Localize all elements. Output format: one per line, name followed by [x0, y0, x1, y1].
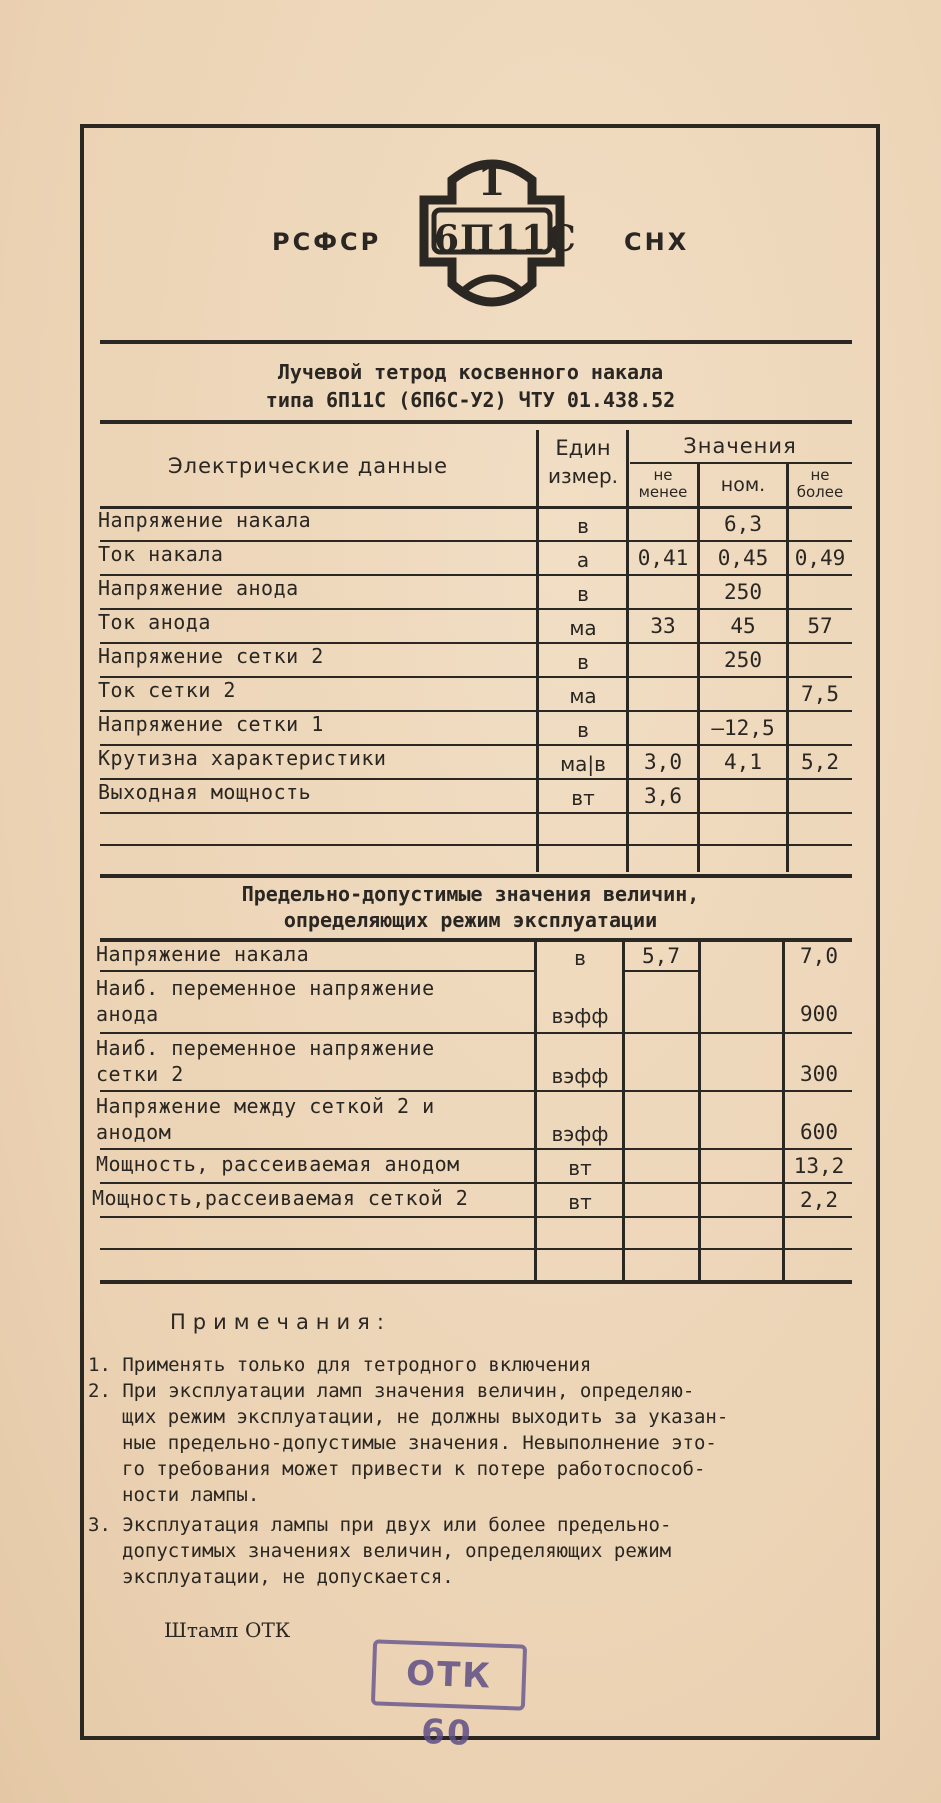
row-unit: а [576, 548, 590, 572]
title-line-2: типа 6П11С (6П6С-У2) ЧТУ 01.438.52 [265, 388, 676, 412]
row-param: Ток накала [98, 542, 224, 566]
row-unit: ма|в [560, 752, 606, 776]
title-line-1: Лучевой тетрод косвенного накала [277, 360, 664, 384]
table1-col-nom: ном. [720, 474, 766, 496]
row-min: 33 [650, 614, 676, 638]
row-unit: вт [568, 1190, 592, 1214]
otk-stamp: ОТК 60 [371, 1639, 527, 1710]
row-param: Наиб. переменное напряжение [96, 976, 435, 1000]
row-unit: вэфф [551, 1004, 609, 1028]
row-param: Напряжение анода [98, 576, 299, 600]
row-max: 7,0 [800, 944, 838, 968]
note-2-line-5: ности лампы. [122, 1484, 260, 1506]
table1-col-min-2: менее [638, 483, 688, 501]
row-param: Напряжение между сеткой 2 и [96, 1094, 435, 1118]
row-nom: 0,45 [717, 546, 769, 570]
row-param: Крутизна характеристики [98, 746, 387, 770]
row-unit: вэфф [551, 1122, 609, 1146]
row-nom: 45 [730, 614, 756, 638]
row-unit: вт [568, 1156, 592, 1180]
table1-col-unit-2: измер. [547, 464, 619, 488]
row-unit: вэфф [551, 1064, 609, 1088]
row-unit: в [574, 946, 586, 970]
note-2-line-4: го требования может привести к потере работоспособ- [122, 1458, 706, 1480]
row-max: 13,2 [793, 1154, 845, 1178]
row-max: 300 [800, 1062, 838, 1086]
stamp-label: Штамп ОТК [164, 1618, 291, 1642]
notes-heading: Примечания: [170, 1310, 391, 1334]
table1-col-unit-1: Един [555, 436, 611, 460]
row-param: Мощность,рассеиваемая сеткой 2 [92, 1186, 469, 1210]
row-param: Напряжение сетки 2 [98, 644, 324, 668]
row-max: 900 [800, 1002, 838, 1026]
row-param-2: сетки 2 [96, 1062, 184, 1086]
row-param: Напряжение сетки 1 [98, 712, 324, 736]
header-right: СНХ [624, 228, 690, 256]
table2-title-2: определяющих режим эксплуатации [283, 908, 658, 932]
row-param: Ток анода [98, 610, 211, 634]
note-2-line-1: 2. При эксплуатации ламп значения величин, определяю- [88, 1380, 695, 1402]
row-unit: в [577, 718, 589, 742]
logo-number: 1 [477, 158, 507, 205]
note-3-line-2: допустимых значениях величин, определяющих режим [122, 1540, 672, 1562]
table1-col-max-1: не [810, 466, 830, 484]
logo-text: 6П11С [434, 218, 577, 260]
row-nom: 4,1 [724, 750, 762, 774]
row-unit: в [577, 650, 589, 674]
row-param: Наиб. переменное напряжение [96, 1036, 435, 1060]
row-param: Напряжение накала [96, 942, 310, 966]
header-left: РСФСР [272, 228, 382, 256]
row-min: 3,0 [644, 750, 682, 774]
row-unit: вт [571, 786, 595, 810]
table1-col-param: Электрические данные [168, 454, 449, 478]
table1-col-values: Значения [683, 434, 797, 458]
row-min: 0,41 [637, 546, 689, 570]
row-param-2: анодом [96, 1120, 172, 1144]
table1-col-max-2: более [796, 483, 844, 501]
row-max: 600 [800, 1120, 838, 1144]
row-max: 2,2 [800, 1188, 838, 1212]
note-3-line-3: эксплуатации, не допускается. [122, 1566, 454, 1588]
note-3-line-1: 3. Эксплуатация лампы при двух или более предельно- [88, 1514, 672, 1536]
row-max: 5,2 [801, 750, 839, 774]
note-1: 1. Применять только для тетродного включения [88, 1354, 592, 1376]
note-2-line-2: щих режим эксплуатации, не должны выходить за указан- [122, 1406, 729, 1428]
row-max: 57 [807, 614, 833, 638]
row-max: 7,5 [801, 682, 839, 706]
note-2-line-3: ные предельно-допустимые значения. Невыполнение это- [122, 1432, 717, 1454]
row-unit: в [577, 514, 589, 538]
row-min: 3,6 [644, 784, 682, 808]
row-param: Мощность, рассеиваемая анодом [96, 1152, 460, 1176]
row-max: 0,49 [794, 546, 846, 570]
row-unit: ма [569, 616, 597, 640]
row-nom: 250 [724, 580, 762, 604]
row-nom: —12,5 [711, 716, 775, 740]
row-unit: ма [569, 684, 597, 708]
row-param: Выходная мощность [98, 780, 312, 804]
table1-col-min-1: не [653, 466, 673, 484]
row-param: Напряжение накала [98, 508, 312, 532]
table2-title-1: Предельно-допустимые значения величин, [241, 882, 700, 906]
row-unit: в [577, 582, 589, 606]
row-min: 5,7 [642, 944, 680, 968]
row-param: Ток сетки 2 [98, 678, 236, 702]
row-param-2: анода [96, 1002, 159, 1026]
row-nom: 6,3 [724, 512, 762, 536]
row-nom: 250 [724, 648, 762, 672]
